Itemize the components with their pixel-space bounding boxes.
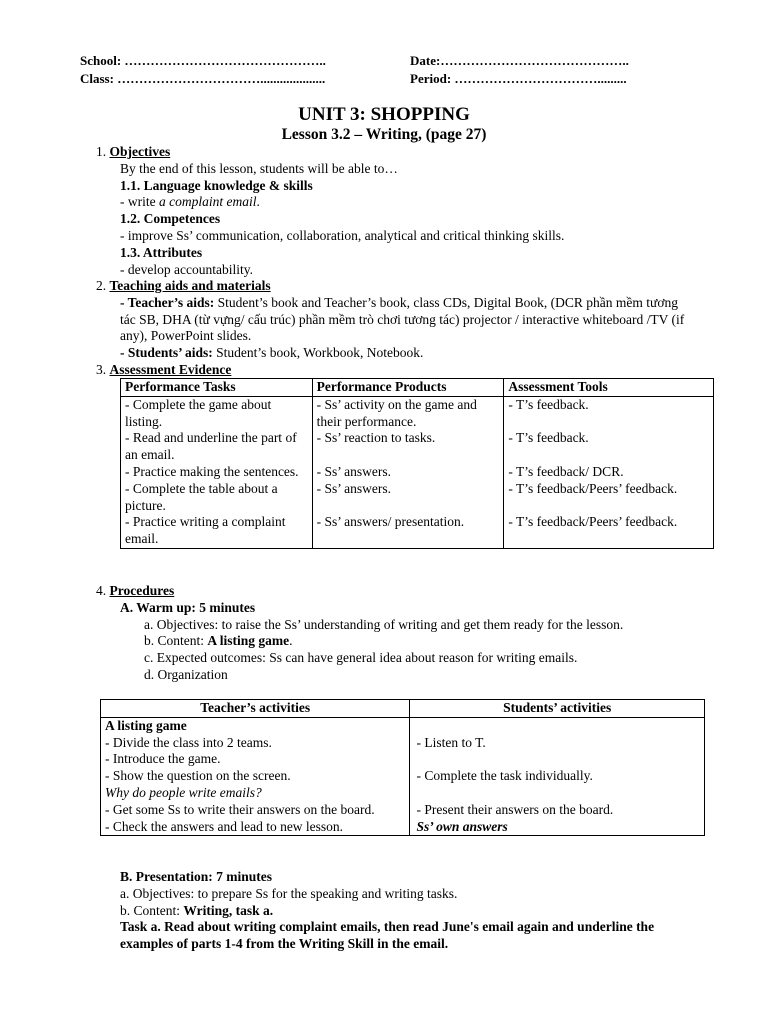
warmup-outcomes: c. Expected outcomes: Ss can have general idea about reason for writing emails. <box>144 650 578 666</box>
student-answers: Ss’ own answers <box>416 818 508 834</box>
tool-cell: - T’s feedback/Peers’ feedback. <box>504 481 714 515</box>
procedures-section <box>96 583 716 684</box>
school-field: School: ……………………………………….. <box>80 53 326 68</box>
assessment-number: 3. <box>96 362 107 377</box>
assessment-section <box>96 362 716 379</box>
teacher-activities-cell <box>101 717 410 836</box>
objectives-heading: Objectives <box>109 144 171 159</box>
warmup-content: b. Content: A listing game. <box>144 633 293 649</box>
competences-text: - improve Ss’ communication, collaboration, analytical and critical thinking skills. <box>120 227 565 243</box>
table-row <box>121 396 714 430</box>
task-cell: - Practice writing a complaint email. <box>121 514 313 548</box>
students-activities-header: Students’ activities <box>410 700 705 718</box>
lesson-title: Lesson 3.2 – Writing, (page 27) <box>281 126 487 143</box>
task-cell: - Complete the game about listing. <box>121 396 313 430</box>
table-row <box>121 430 714 464</box>
teacher-step: - Show the question on the screen. <box>105 768 291 784</box>
table-row <box>121 464 714 481</box>
teacher-step: - Get some Ss to write their answers on the board. <box>105 801 375 817</box>
attributes-text: - develop accountability. <box>120 261 253 277</box>
period-field: Period: ……………………………......... <box>410 71 627 86</box>
teacher-aids-text: - Teacher’s aids: Student’s book and Teacher’s book, class CDs, Digital Book, (DCR phần mềm tương tác SB, DHA (từ vựng/ cấu trúc) phần mềm trò chơi tương tác) projector / interactive whiteboard /TV (if any), PowerPoint slides. <box>120 294 685 344</box>
teaching-aids-section <box>96 278 716 362</box>
assessment-table <box>120 378 714 549</box>
column-header: Performance Tasks <box>121 379 313 397</box>
teacher-step: - Divide the class into 2 teams. <box>105 734 272 750</box>
presentation-objectives: a. Objectives: to prepare Ss for the speaking and writing tasks. <box>120 885 458 901</box>
attributes-heading: 1.3. Attributes <box>120 244 203 260</box>
game-title: A listing game <box>105 717 187 733</box>
date-field: Date:…………………………………….. <box>410 53 629 68</box>
tool-cell: - T’s feedback. <box>504 396 714 430</box>
assessment-heading: Assessment Evidence <box>109 362 232 377</box>
teaching-aids-heading: Teaching aids and materials <box>109 278 271 293</box>
tool-cell: - T’s feedback/ DCR. <box>504 464 714 481</box>
tool-cell: - T’s feedback/Peers’ feedback. <box>504 514 714 548</box>
students-activities-cell <box>410 717 705 836</box>
product-cell: - Ss’ answers. <box>312 481 504 515</box>
column-header: Assessment Tools <box>504 379 714 397</box>
warmup-organization: d. Organization <box>144 666 228 682</box>
warmup-objectives: a. Objectives: to raise the Ss’ understanding of writing and get them ready for the lesson. <box>144 616 624 632</box>
language-knowledge-heading: 1.1. Language knowledge & skills <box>120 177 313 193</box>
objectives-number: 1. <box>96 144 107 159</box>
warmup-heading: A. Warm up: 5 minutes <box>120 599 256 615</box>
language-knowledge-text: - write a complaint email. <box>120 194 260 210</box>
students-aids-text: - Students’ aids: Student’s book, Workbook, Notebook. <box>120 345 424 361</box>
presentation-content: b. Content: Writing, task a. <box>120 902 274 918</box>
procedures-heading: Procedures <box>109 583 175 598</box>
class-field: Class: …………………………….................... <box>80 71 326 86</box>
student-step: - Present their answers on the board. <box>416 801 614 817</box>
presentation-task: Task a. Read about writing complaint emails, then read June's email again and underline the examples of parts 1-4 from the Writing Skill in the email. <box>120 919 655 952</box>
tool-cell: - T’s feedback. <box>504 430 714 464</box>
student-step: - Complete the task individually. <box>416 768 593 784</box>
table-row <box>121 481 714 515</box>
document-header <box>80 52 700 88</box>
procedures-number: 4. <box>96 583 107 598</box>
table-row <box>101 717 705 836</box>
teacher-activities-header: Teacher’s activities <box>101 700 410 718</box>
product-cell: - Ss’ reaction to tasks. <box>312 430 504 464</box>
student-step: - Listen to T. <box>416 734 486 750</box>
unit-title: UNIT 3: SHOPPING <box>298 104 470 125</box>
product-cell: - Ss’ answers. <box>312 464 504 481</box>
objectives-section <box>96 144 716 278</box>
teacher-step: - Introduce the game. <box>105 751 221 767</box>
objectives-intro: By the end of this lesson, students will be able to… <box>120 160 398 176</box>
task-cell: - Read and underline the part of an email. <box>121 430 313 464</box>
game-question: Why do people write emails? <box>105 784 262 800</box>
teacher-step: - Check the answers and lead to new lesson. <box>105 818 344 834</box>
task-cell: - Complete the table about a picture. <box>121 481 313 515</box>
presentation-heading: B. Presentation: 7 minutes <box>120 869 272 884</box>
teaching-aids-number: 2. <box>96 278 107 293</box>
task-cell: - Practice making the sentences. <box>121 464 313 481</box>
column-header: Performance Products <box>312 379 504 397</box>
competences-heading: 1.2. Competences <box>120 211 221 227</box>
presentation-section <box>120 869 680 953</box>
table-row <box>121 514 714 548</box>
product-cell: - Ss’ activity on the game and their performance. <box>312 396 504 430</box>
product-cell: - Ss’ answers/ presentation. <box>312 514 504 548</box>
activities-table <box>100 699 705 836</box>
